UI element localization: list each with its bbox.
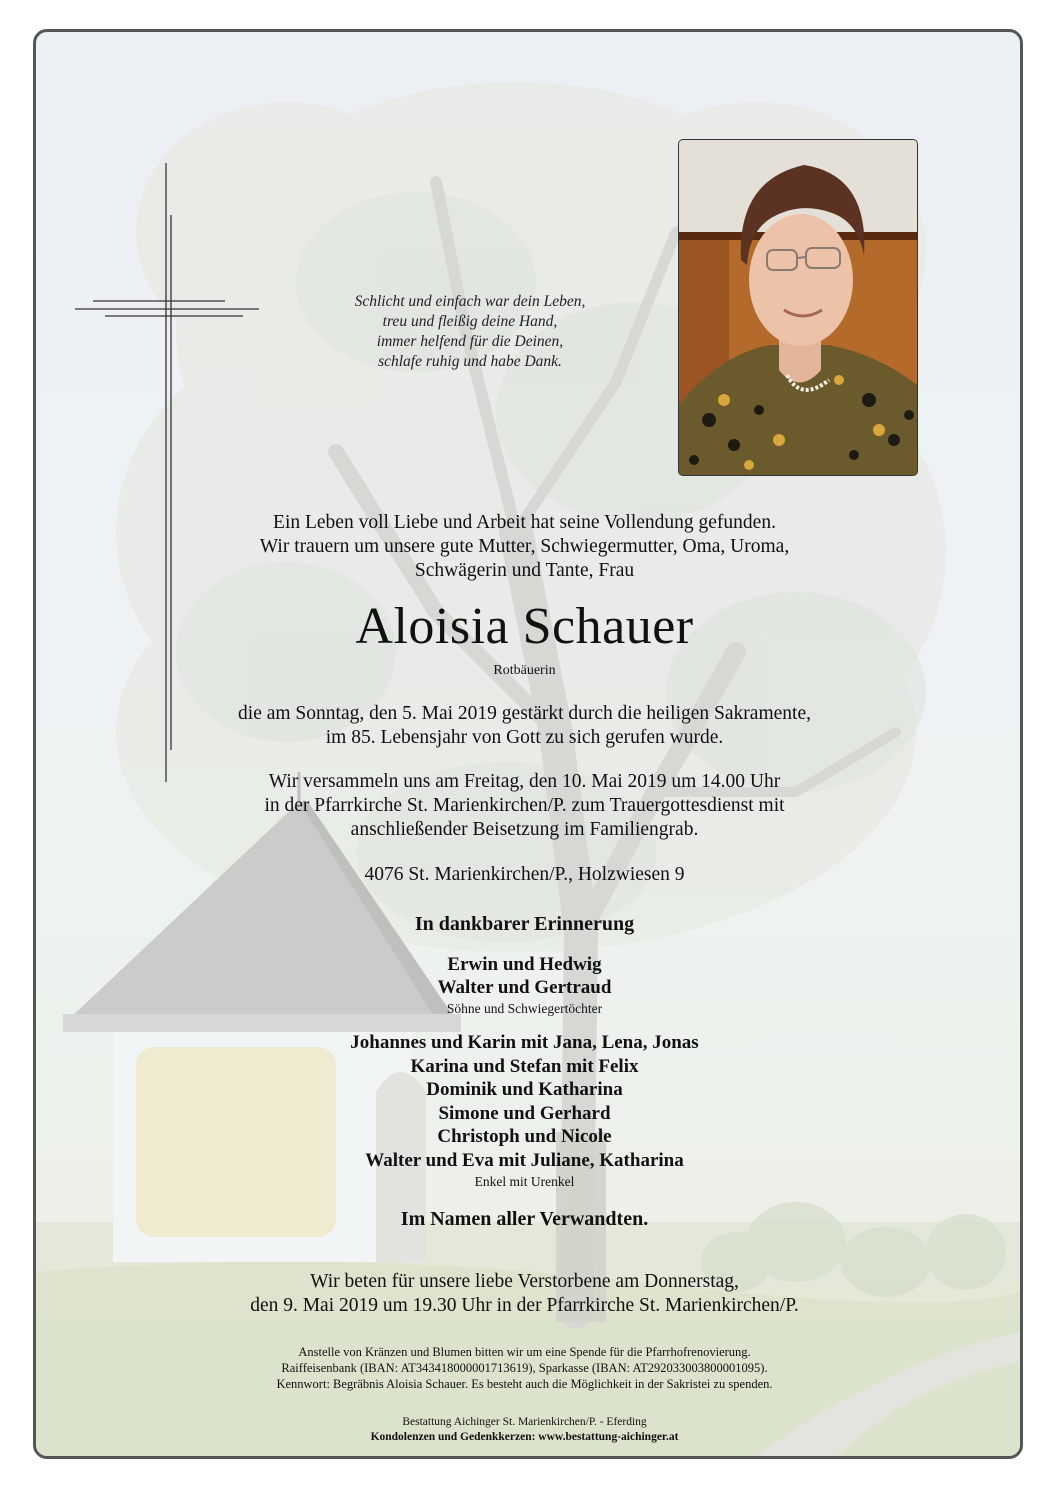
- portrait-photo: [678, 139, 918, 476]
- footer-contact: Kondolenzen und Gedenkkerzen: www.bestattung-aichinger.at: [370, 1431, 679, 1443]
- motto-line: immer helfend für die Deinen,: [376, 333, 564, 350]
- mourner-name: Erwin und Hedwig: [447, 954, 602, 975]
- mourner-name: Simone und Gerhard: [438, 1102, 611, 1124]
- footer-company: Bestattung Aichinger St. Marienkirchen/P. - Eferding: [402, 1416, 647, 1428]
- prayer-line: den 9. Mai 2019 um 19.30 Uhr in der Pfarrkirche St. Marienkirchen/P.: [250, 1295, 799, 1316]
- passing-line: im 85. Lebensjahr von Gott zu sich gerufen wurde.: [325, 727, 724, 748]
- service-line: in der Pfarrkirche St. Marienkirchen/P. zum Trauergottesdienst mit: [264, 795, 785, 816]
- mourner-name: Christoph und Nicole: [437, 1126, 612, 1147]
- grandchildren-block: [0, 1031, 1049, 1192]
- prayer-text: [0, 1270, 1049, 1318]
- deceased-name: Aloisia Schauer: [355, 598, 694, 655]
- relation-label: Enkel mit Urenkel: [474, 1174, 575, 1189]
- closing-line: Im Namen aller Verwandten.: [400, 1208, 649, 1230]
- service-line: anschließender Beisetzung im Familiengrab.: [350, 819, 699, 840]
- note-line: Anstelle von Kränzen und Blumen bitten wir um eine Spende für die Pfarrhofrenovierung.: [298, 1345, 751, 1359]
- donation-note: [0, 1344, 1049, 1392]
- motto-line: treu und fleißig deine Hand,: [382, 313, 558, 330]
- motto-line: schlafe ruhig und habe Dank.: [378, 353, 562, 370]
- prayer-line: Wir beten für unsere liebe Verstorbene am Donnerstag,: [310, 1271, 739, 1292]
- mourner-name: Walter und Gertraud: [437, 977, 612, 998]
- home-address: 4076 St. Marienkirchen/P., Holzwiesen 9: [364, 864, 685, 885]
- motto-verse: [300, 292, 640, 372]
- memory-heading: In dankbarer Erinnerung: [414, 913, 635, 935]
- note-line: Kennwort: Begräbnis Aloisia Schauer. Es besteht auch die Möglichkeit in der Sakristei zu spenden.: [276, 1377, 773, 1391]
- deceased-title: Rotbäuerin: [493, 663, 556, 678]
- motto-line: Schlicht und einfach war dein Leben,: [354, 293, 586, 310]
- intro-line: Wir trauern um unsere gute Mutter, Schwiegermutter, Oma, Uroma,: [259, 536, 790, 557]
- passing-line: die am Sonntag, den 5. Mai 2019 gestärkt durch die heiligen Sakramente,: [238, 703, 811, 724]
- mourner-name: Karina und Stefan mit Felix: [410, 1055, 639, 1077]
- passing-text: [0, 702, 1049, 750]
- service-line: Wir versammeln uns am Freitag, den 10. Mai 2019 um 14.00 Uhr: [268, 771, 781, 792]
- children-block: [0, 953, 1049, 1021]
- intro-line: Schwägerin und Tante, Frau: [414, 560, 635, 581]
- mourner-name: Dominik und Katharina: [426, 1079, 623, 1100]
- relation-label: Söhne und Schwiegertöchter: [446, 1001, 603, 1016]
- funeral-service-text: [0, 770, 1049, 842]
- note-line: Raiffeisenbank (IBAN: AT343418000001713619), Sparkasse (IBAN: AT292033003800001095).: [281, 1361, 768, 1375]
- cross-icon: [75, 160, 265, 785]
- mourner-name: Johannes und Karin mit Jana, Lena, Jonas: [350, 1032, 699, 1053]
- mourner-name: Walter und Eva mit Juliane, Katharina: [365, 1149, 684, 1171]
- funeral-home-footer: [0, 1415, 1049, 1445]
- intro-text: [0, 511, 1049, 583]
- intro-line: Ein Leben voll Liebe und Arbeit hat seine Vollendung gefunden.: [273, 512, 776, 533]
